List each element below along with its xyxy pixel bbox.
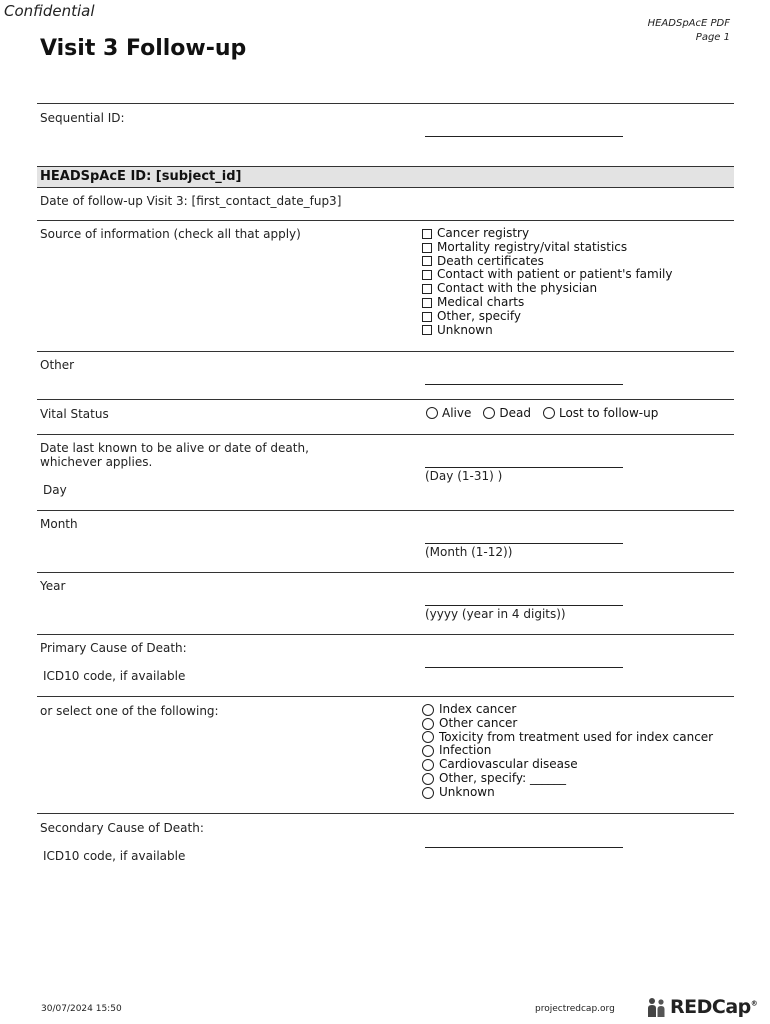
year-label: Year [40,579,66,593]
checkbox-icon[interactable] [422,270,432,280]
cause-option[interactable]: Toxicity from treatment used for index cancer [422,731,713,745]
redcap-figures-icon [646,997,668,1017]
checkbox-icon[interactable] [422,325,432,335]
redcap-logo [646,996,757,1018]
cause-option[interactable]: Infection [422,744,713,758]
source-option[interactable]: Contact with patient or patient's family [422,268,673,282]
other-label: Other [40,358,75,372]
day-field[interactable] [425,467,623,468]
month-hint: (Month (1-12)) [425,545,513,559]
footer-site: projectredcap.org [535,1004,615,1014]
redcap-logo-text: REDCap® [670,996,758,1018]
radio-icon[interactable] [483,407,495,419]
secondary-cause-field[interactable] [425,847,623,848]
radio-icon[interactable] [422,731,434,743]
vital-status-options [426,406,658,420]
divider [37,813,734,814]
cause-option[interactable]: Other, specify: ______ [422,772,713,786]
checkbox-icon[interactable] [422,284,432,294]
footer-date: 30/07/2024 15:50 [41,1004,122,1014]
vital-option-dead[interactable]: Dead [483,406,531,420]
other-field[interactable] [425,384,623,385]
divider [37,510,734,511]
source-option[interactable]: Contact with the physician [422,282,673,296]
radio-icon[interactable] [422,759,434,771]
sequential-id-label: Sequential ID: [40,111,125,125]
year-field[interactable] [425,605,623,606]
month-field[interactable] [425,543,623,544]
divider [37,351,734,352]
source-option[interactable]: Medical charts [422,296,673,310]
primary-cause-label: Primary Cause of Death: [40,641,187,655]
cause-option[interactable]: Index cancer [422,703,713,717]
vital-status-label: Vital Status [40,407,109,421]
date-last-known-label: Date last known to be alive or date of death, whichever applies. [40,441,309,469]
vital-option-alive[interactable]: Alive [426,406,471,420]
divider [37,696,734,697]
divider [37,220,734,221]
checkbox-icon[interactable] [422,312,432,322]
source-options [422,227,673,337]
checkbox-icon[interactable] [422,229,432,239]
followup-date-label: Date of follow-up Visit 3: [first_contact_date_fup3] [40,194,342,208]
headspace-id-label: HEADSpAcE ID: [subject_id] [40,169,242,184]
day-hint: (Day (1-31) ) [425,469,503,483]
page-header-info [648,17,730,45]
radio-icon[interactable] [543,407,555,419]
vital-option-lost[interactable]: Lost to follow-up [543,406,658,420]
divider [37,103,734,104]
source-option[interactable]: Other, specify [422,310,673,324]
select-cause-label: or select one of the following: [40,704,219,718]
secondary-cause-label: Secondary Cause of Death: [40,821,204,835]
checkbox-icon[interactable] [422,298,432,308]
icd-code-label: ICD10 code, if available [43,669,186,683]
confidential-label: Confidential [4,2,95,20]
page-title: Visit 3 Follow-up [40,36,247,61]
year-hint: (yyyy (year in 4 digits)) [425,607,566,621]
checkbox-icon[interactable] [422,256,432,266]
headspace-id-bar [37,166,734,188]
cause-option[interactable]: Unknown [422,786,713,800]
radio-icon[interactable] [422,787,434,799]
radio-icon[interactable] [422,718,434,730]
divider [37,572,734,573]
source-option[interactable]: Death certificates [422,255,673,269]
source-option[interactable]: Unknown [422,324,673,338]
divider [37,434,734,435]
page-number: Page 1 [695,32,730,43]
primary-cause-field[interactable] [425,667,623,668]
radio-icon[interactable] [422,745,434,757]
source-label: Source of information (check all that apply) [40,227,301,241]
cause-options [422,703,713,800]
divider [37,399,734,400]
day-label: Day [43,483,67,497]
radio-icon[interactable] [422,704,434,716]
sequential-id-field[interactable] [425,136,623,137]
source-option[interactable]: Mortality registry/vital statistics [422,241,673,255]
radio-icon[interactable] [426,407,438,419]
checkbox-icon[interactable] [422,243,432,253]
radio-icon[interactable] [422,773,434,785]
cause-option[interactable]: Cardiovascular disease [422,758,713,772]
pdf-name: HEADSpAcE PDF [647,18,730,29]
source-option[interactable]: Cancer registry [422,227,673,241]
cause-option[interactable]: Other cancer [422,717,713,731]
month-label: Month [40,517,78,531]
divider [37,634,734,635]
icd-code-label-2: ICD10 code, if available [43,849,186,863]
